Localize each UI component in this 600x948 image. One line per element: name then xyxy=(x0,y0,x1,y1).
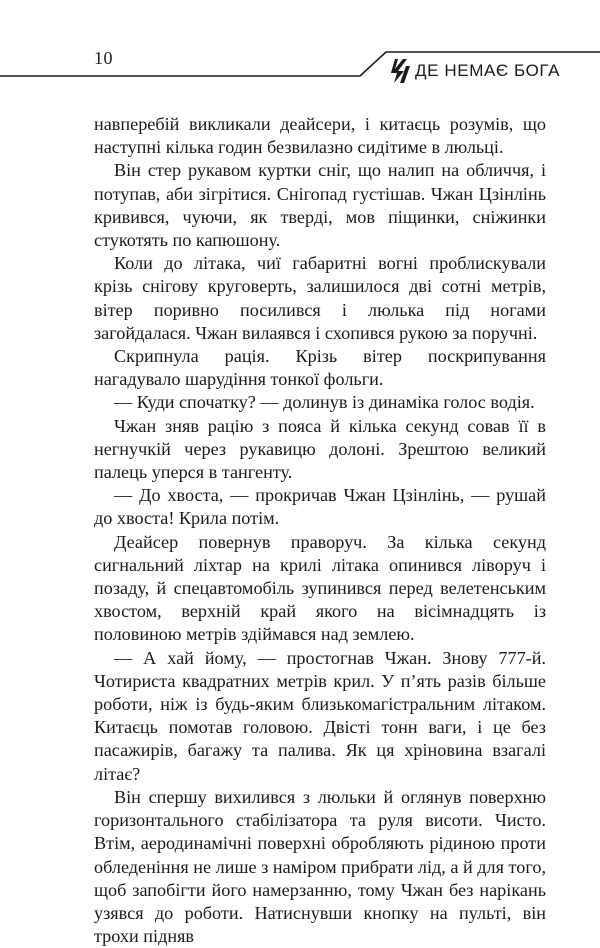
dialogue-line: — А хай йому, — простогнав Чжан. Знову 777-й. Чотириста квадратних метрів крил. У п’ять разів більше роботи, ніж із будь-яким близькомагістральним літаком. Китаєць помотав головою. Двісті тонн ваги, і це без пасажирів, багажу та палива. Як ця хріновина взагалі літає? xyxy=(94,647,546,784)
paragraph: Скрипнула рація. Крізь вітер поскрипування нагадувало шарудіння тонкої фольги. xyxy=(94,346,546,390)
book-title: ДЕ НЕМАЄ БОГА xyxy=(415,61,561,80)
paragraph: Він спершу вихилився з люльки й оглянув поверхню горизонтального стабілізатора та руля висоти. Чисто. Втім, аеродинамічні поверхні обробляють рідиною проти обледеніння не лише з наміром прибрати лід, а й для того, щоб запобігти його намерзанню, тому Чжан без нарікань узявся до роботи. Натиснувши кнопку на пульті, він трохи підняв xyxy=(94,786,546,947)
publisher-logo-icon xyxy=(386,56,412,84)
paragraph: Він стер рукавом куртки сніг, що налип на обличчя, і потупав, аби зігрітися. Снігопад густішав. Чжан Цзінлінь кривився, чуючи, як тверді, мов піщинки, сніжинки стукотять по капюшону. xyxy=(94,160,546,251)
paragraph: навперебій викликали деайсери, і китаєць розумів, що наступні кілька годин безвилазно сидітиме в люльці. xyxy=(94,114,546,158)
dialogue-line: — Куди спочатку? — долинув із динаміка голос водія. xyxy=(114,392,535,413)
paragraph: Чжан зняв рацію з пояса й кілька секунд совав її в негнучкій через рукавицю долоні. Зрештою великий палець уперся в тангенту. xyxy=(94,415,546,483)
paragraph: Коли до літака, чиї габаритні вогні проблискували крізь снігову круговерть, залишилося дві сотні метрів, вітер поривно посилився і люлька під ногами загойдалася. Чжан вилаявся і схопився рукою за поручні. xyxy=(94,253,546,343)
running-header xyxy=(0,0,600,90)
body-text xyxy=(94,113,546,948)
dialogue-line: — До хвоста, — прокричав Чжан Цзінлінь, — рушай до хвоста! Крила потім. xyxy=(94,485,546,529)
page-number: 10 xyxy=(94,48,113,68)
paragraph: Деайсер повернув праворуч. За кілька секунд сигнальний ліхтар на крилі літака опинився ліворуч і позаду, й спецавтомобіль зупинився перед велетенським хвостом, верхній край якого на вісімнадцять із половиною метрів здіймався над землею. xyxy=(94,531,546,645)
